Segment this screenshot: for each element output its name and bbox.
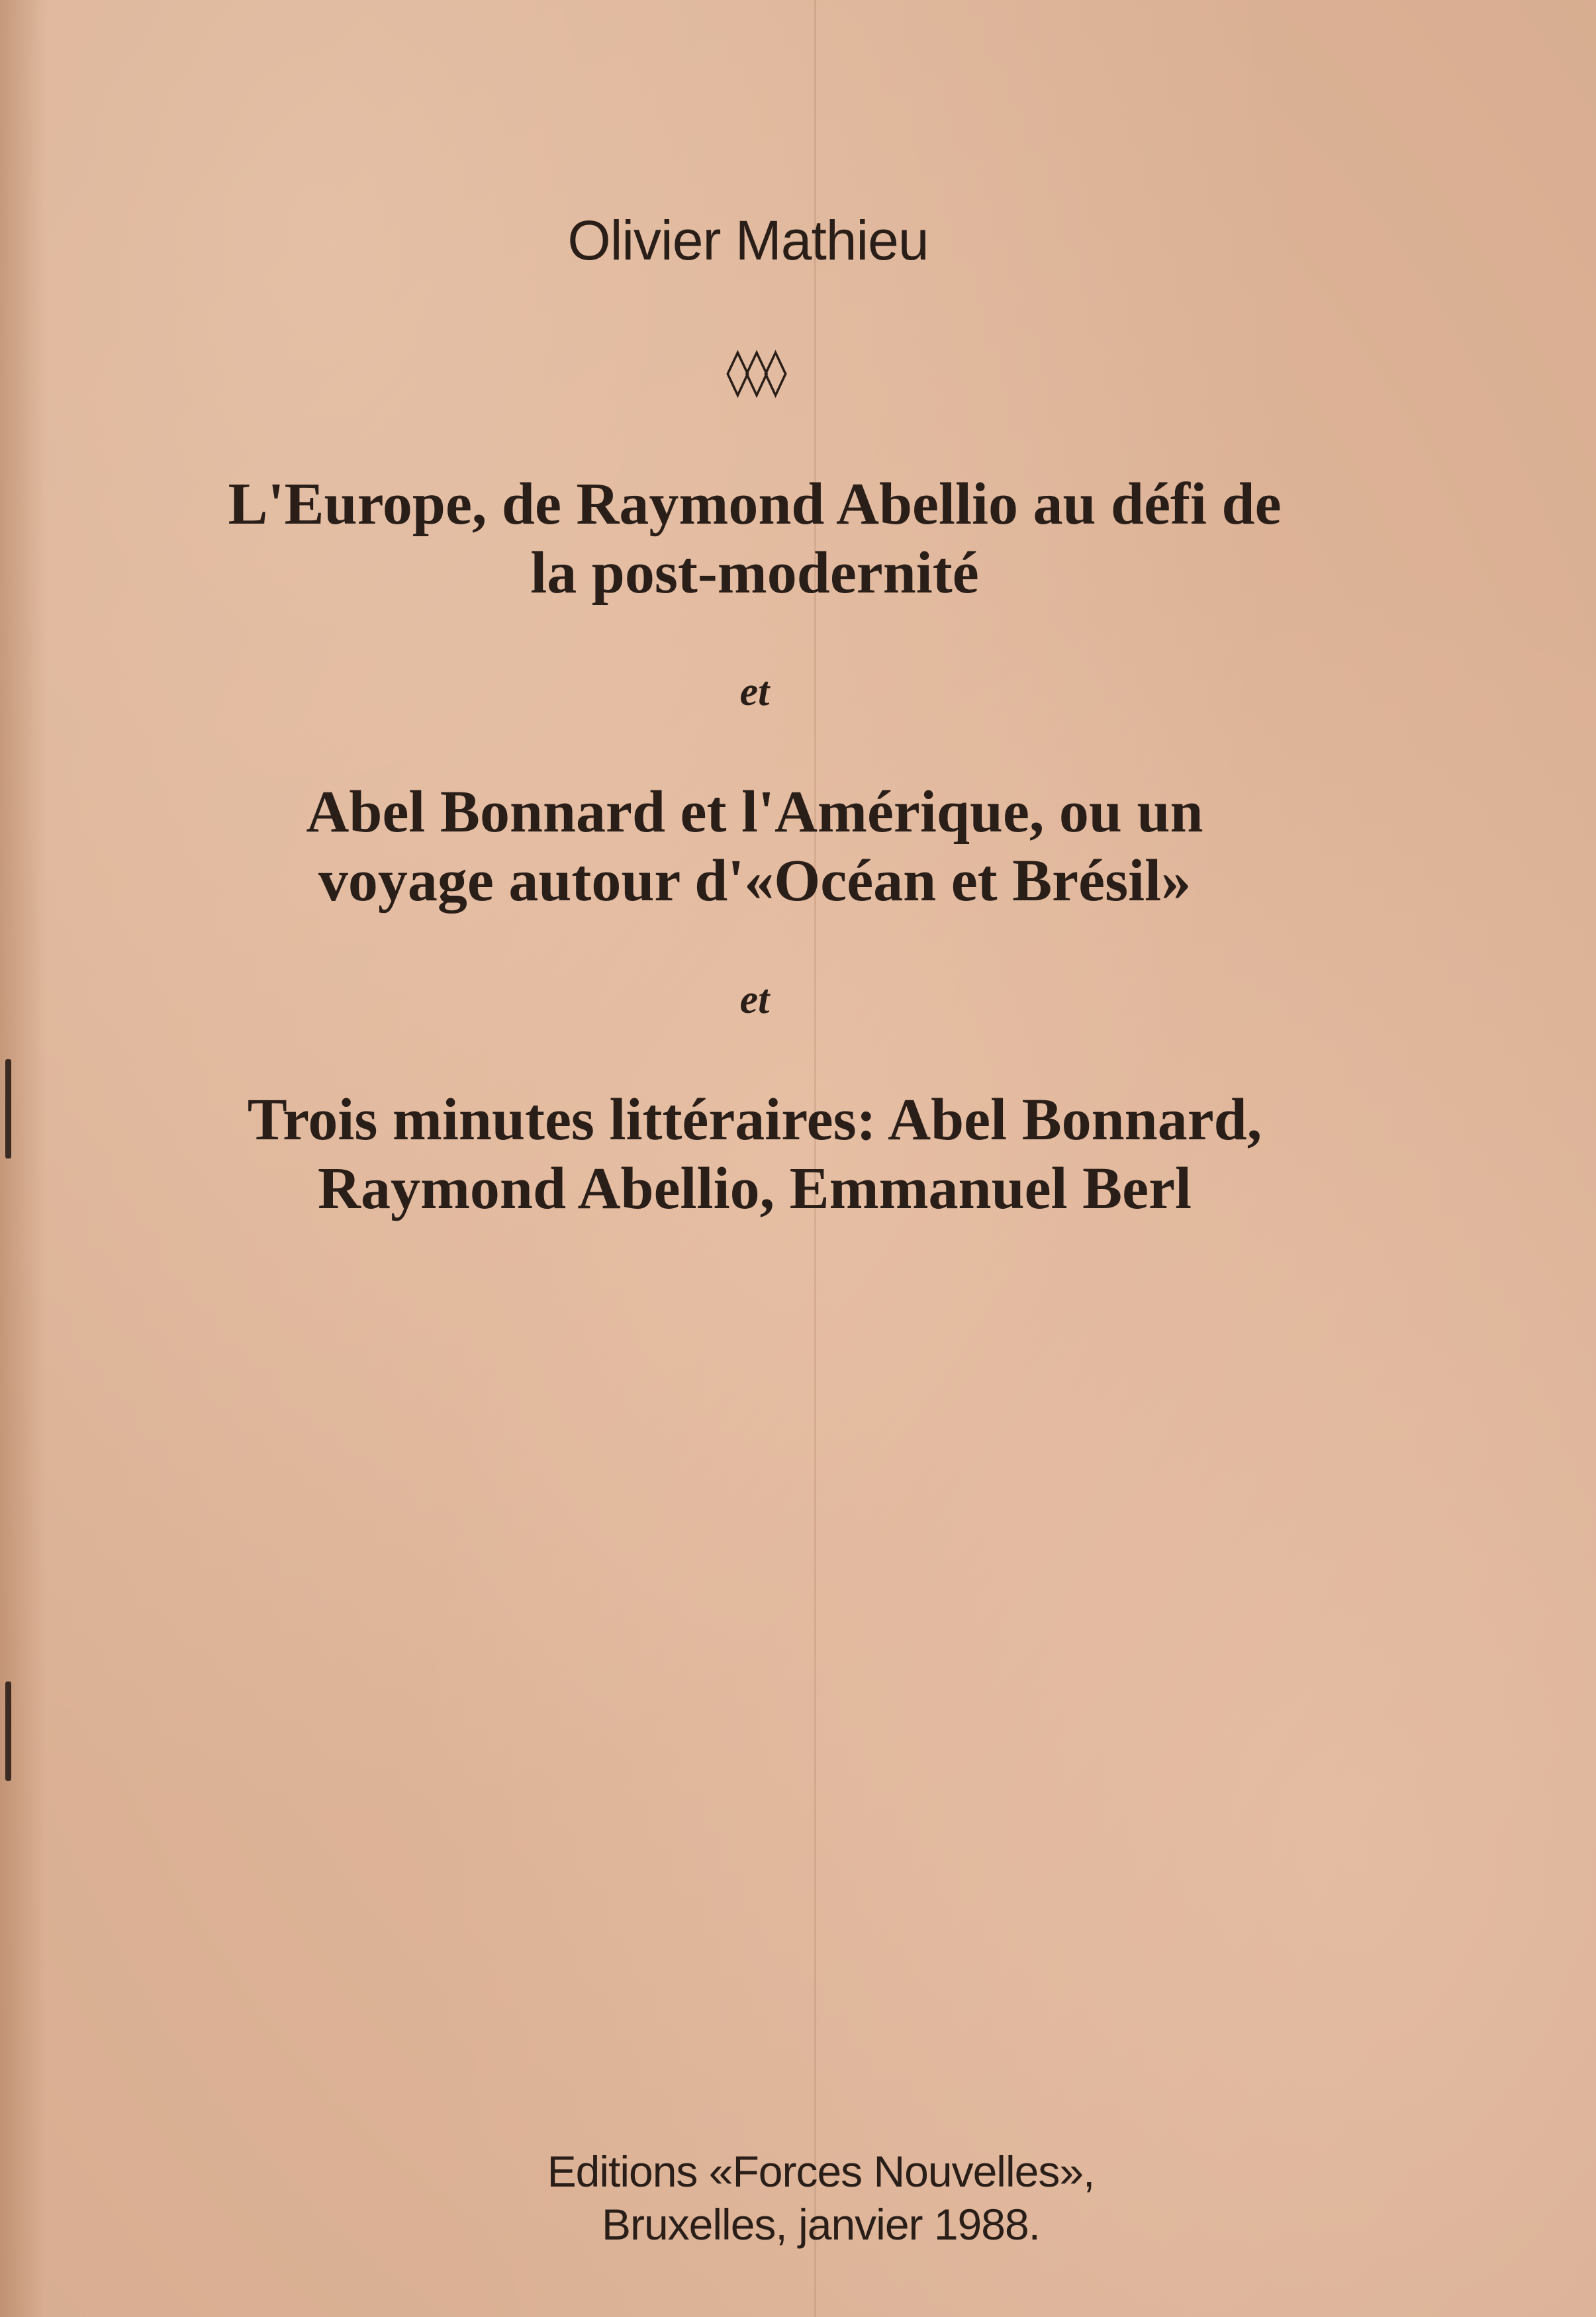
staple-bottom [5, 1681, 11, 1781]
diamond-ornament: ◊◊◊ [726, 344, 783, 399]
publisher-line-2: Bruxelles, janvier 1988. [601, 2200, 1041, 2249]
title-2-line-2: voyage autour d'«Océan et Brésil» [318, 848, 1192, 914]
title-2 [93, 778, 1417, 916]
spine-shadow [0, 0, 46, 2317]
separator-et-1: et [739, 669, 770, 714]
publisher-imprint [424, 2145, 1218, 2251]
title-1 [93, 470, 1417, 608]
title-3-line-2: Raymond Abellio, Emmanuel Berl [317, 1156, 1192, 1221]
title-2-line-1: Abel Bonnard et l'Amérique, ou un [306, 779, 1203, 845]
title-1-line-1: L'Europe, de Raymond Abellio au défi de [228, 471, 1282, 537]
publisher-line-1: Editions «Forces Nouvelles», [547, 2147, 1095, 2196]
title-3-line-1: Trois minutes littéraires: Abel Bonnard, [247, 1087, 1262, 1153]
staple-top [5, 1059, 11, 1158]
separator-et-2: et [739, 977, 770, 1022]
title-1-line-2: la post-modernité [530, 540, 979, 606]
author-name: Olivier Mathieu [567, 209, 929, 271]
title-3 [93, 1086, 1417, 1223]
